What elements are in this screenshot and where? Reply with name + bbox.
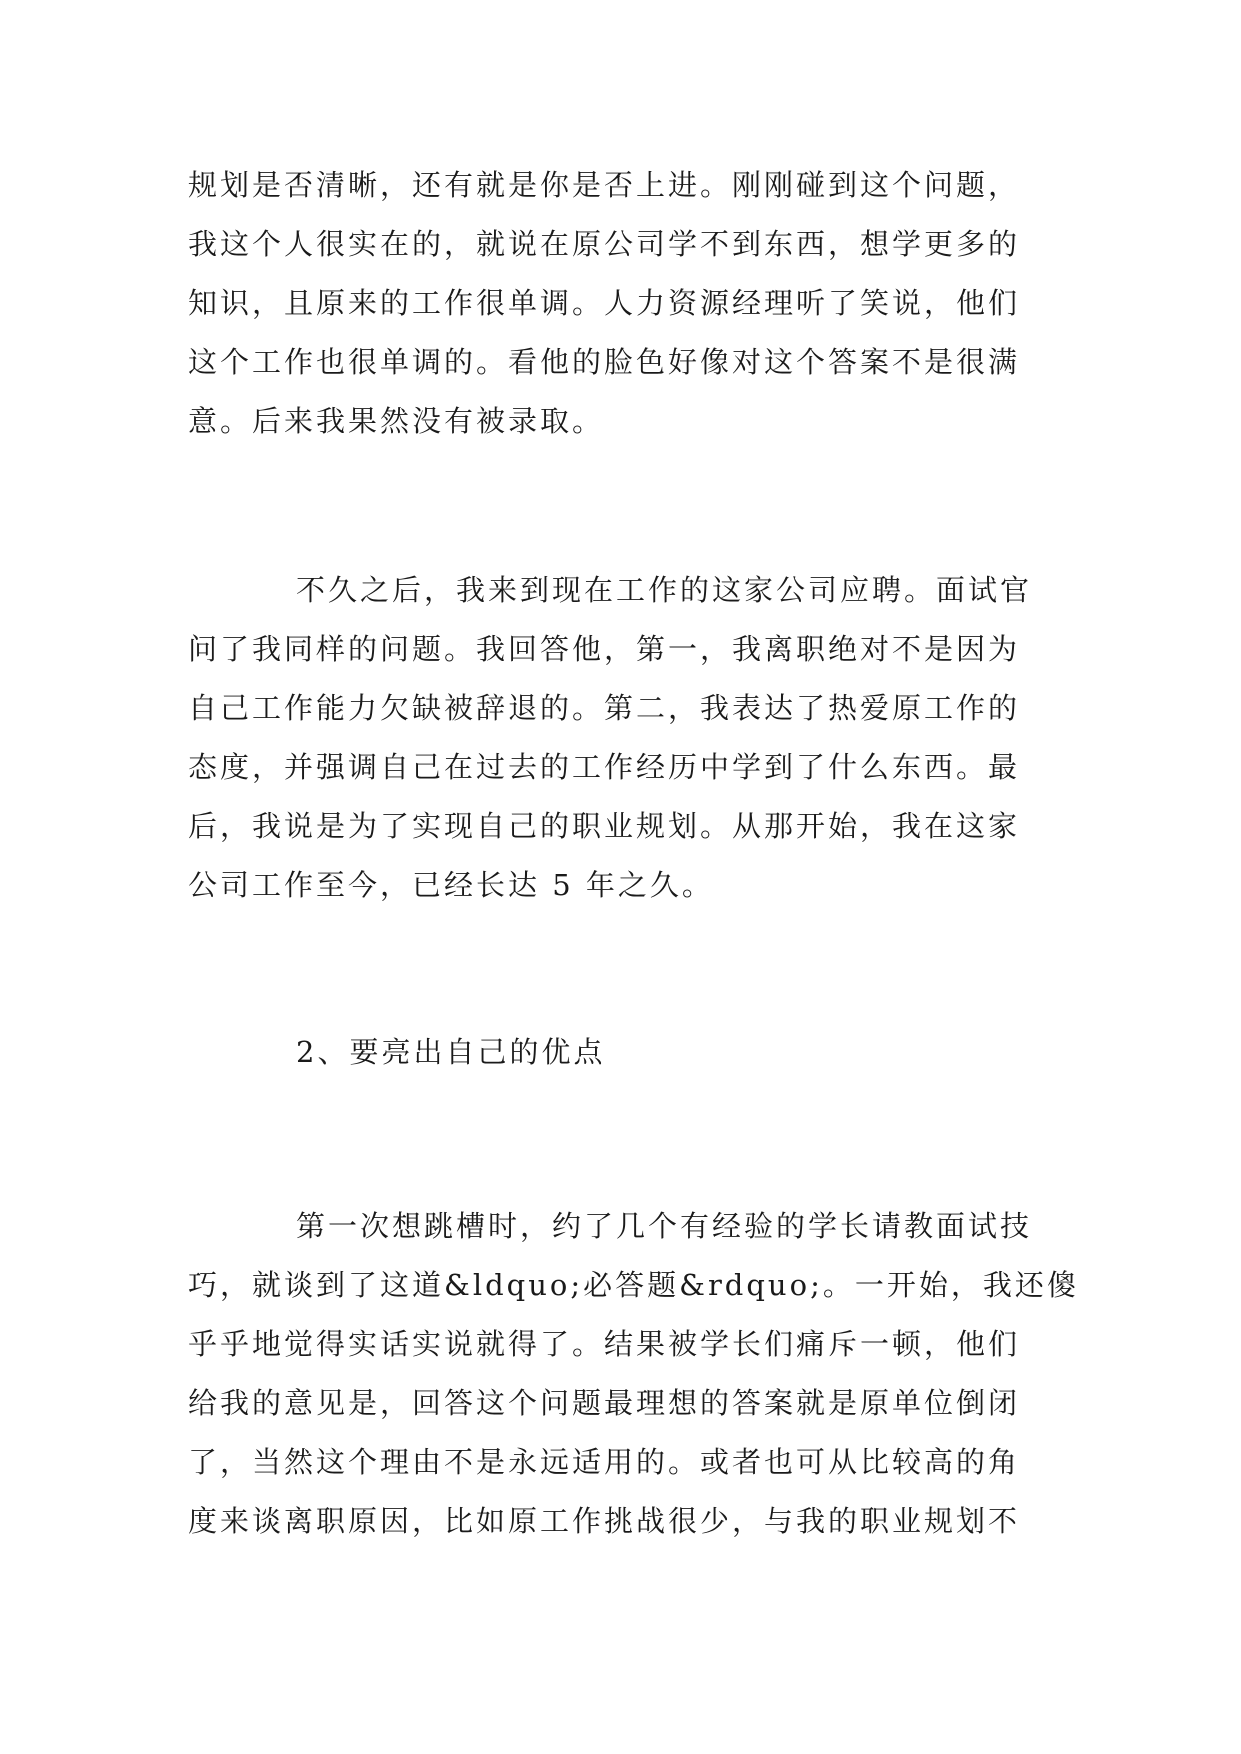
text-line: 自己工作能力欠缺被辞退的。第二，我表达了热爱原工作的 (188, 691, 1021, 725)
text-line: 巧，就谈到了这道&ldquo;必答题&rdquo;。一开始，我还傻 (188, 1268, 1079, 1302)
text-line: 度来谈离职原因，比如原工作挑战很少，与我的职业规划不 (188, 1504, 1021, 1538)
text-line: 乎乎地觉得实话实说就得了。结果被学长们痛斥一顿，他们 (188, 1327, 1021, 1361)
text-line: 第一次想跳槽时，约了几个有经验的学长请教面试技 (296, 1209, 1033, 1243)
paragraph-interview-answer (188, 561, 1058, 915)
text-line: 我这个人很实在的，就说在原公司学不到东西，想学更多的 (188, 227, 1021, 261)
text-line: 意。后来我果然没有被录取。 (188, 404, 605, 438)
text-line: 给我的意见是，回答这个问题最理想的答案就是原单位倒闭 (188, 1386, 1021, 1420)
paragraph-continued (188, 156, 1058, 451)
section-heading (188, 1023, 1058, 1082)
text-line: 不久之后，我来到现在工作的这家公司应聘。面试官 (296, 573, 1033, 607)
text-line: 问了我同样的问题。我回答他，第一，我离职绝对不是因为 (188, 632, 1021, 666)
text-line: 这个工作也很单调的。看他的脸色好像对这个答案不是很满 (188, 345, 1021, 379)
text-line: 后，我说是为了实现自己的职业规划。从那开始，我在这家 (188, 809, 1021, 843)
section-heading-text: 2、要亮出自己的优点 (296, 1035, 606, 1069)
paragraph-job-hopping (188, 1197, 1079, 1551)
text-line: 公司工作至今，已经长达 5 年之久。 (188, 868, 714, 902)
text-line: 规划是否清晰，还有就是你是否上进。刚刚碰到这个问题， (188, 168, 1021, 202)
text-line: 知识，且原来的工作很单调。人力资源经理听了笑说，他们 (188, 286, 1021, 320)
text-line: 了，当然这个理由不是永远适用的。或者也可从比较高的角 (188, 1445, 1021, 1479)
text-line: 态度，并强调自己在过去的工作经历中学到了什么东西。最 (188, 750, 1021, 784)
